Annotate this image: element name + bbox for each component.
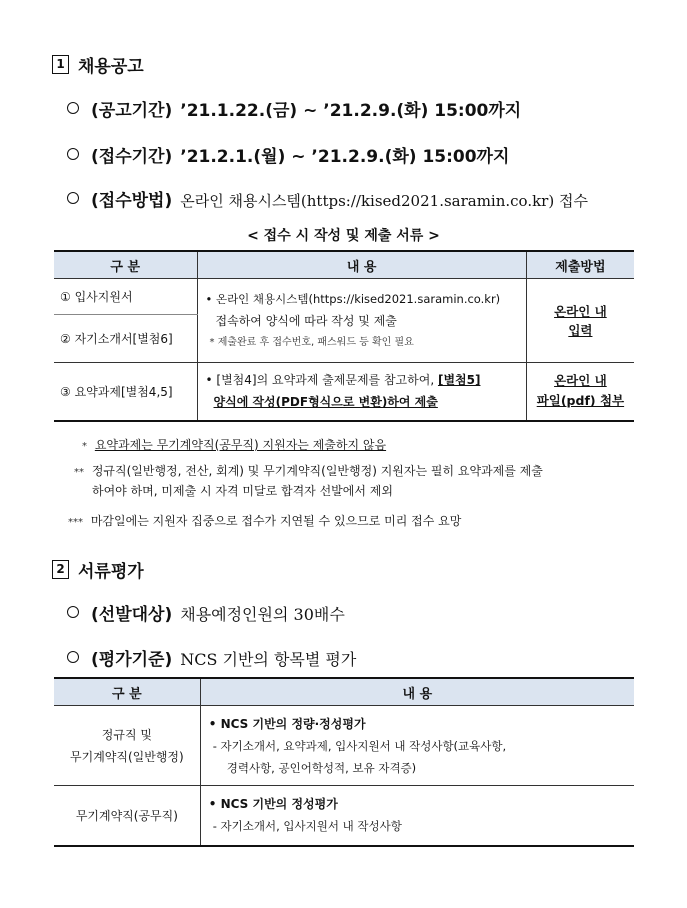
header-content: 내 용 bbox=[200, 678, 634, 706]
circle-bullet-icon bbox=[67, 651, 79, 663]
note-mark: ** bbox=[74, 467, 84, 478]
documents-table bbox=[54, 250, 634, 422]
note-3 bbox=[68, 512, 461, 532]
bullet-value: NCS 기반의 항목별 평가 bbox=[180, 650, 357, 669]
bullet-selection-target bbox=[67, 600, 345, 625]
method-line: 입력 bbox=[568, 322, 593, 338]
table-row bbox=[54, 279, 634, 315]
row-content bbox=[197, 363, 526, 421]
bullet-posting-period bbox=[67, 96, 521, 121]
bullet-value: ’21.1.22.(금) ~ ’21.2.9.(화) 15:00까지 bbox=[180, 101, 522, 121]
section-2-header bbox=[52, 557, 144, 582]
evaluation-table bbox=[54, 677, 634, 847]
content-note: * 제출완료 후 접수번호, 패스워드 등 확인 필요 bbox=[209, 336, 414, 348]
row-category bbox=[54, 706, 200, 786]
method-line: 온라인 내 bbox=[554, 303, 607, 319]
section-number-box: 1 bbox=[52, 55, 69, 74]
row-content bbox=[197, 279, 526, 363]
bullet-value: 채용예정인원의 30배수 bbox=[180, 605, 345, 624]
section-number-box: 2 bbox=[52, 560, 69, 579]
content-emphasis: 양식에 작성(PDF형식으로 변환)하여 제출 bbox=[213, 395, 438, 410]
circle-bullet-icon bbox=[67, 102, 79, 114]
header-content: 내 용 bbox=[197, 251, 526, 279]
row-category: 무기계약직(공무직) bbox=[54, 786, 200, 846]
row-method bbox=[526, 279, 634, 363]
note-text: 요약과제는 무기계약직(공무직) 지원자는 제출하지 않음 bbox=[94, 438, 387, 452]
row-method bbox=[526, 363, 634, 421]
content-line: • 온라인 채용시스템(https://kised2021.saramin.co.kr) bbox=[205, 291, 501, 306]
note-1 bbox=[82, 436, 386, 456]
content-line: - 자기소개서, 요약과제, 입사지원서 내 작성사항(교육사항, bbox=[212, 738, 507, 753]
content-title: • NCS 기반의 정성평가 bbox=[208, 797, 338, 812]
section-title: 채용공고 bbox=[78, 57, 144, 77]
note-2 bbox=[74, 462, 644, 501]
content-title: • NCS 기반의 정량·정성평가 bbox=[208, 716, 366, 731]
bullet-value: ’21.2.1.(월) ~ ’21.2.9.(화) 15:00까지 bbox=[180, 147, 510, 167]
bullet-label: (공고기간) bbox=[91, 101, 173, 121]
note-mark: * bbox=[82, 441, 87, 452]
bullet-label: (평가기준) bbox=[91, 650, 173, 670]
section-1-header bbox=[52, 52, 144, 77]
bullet-evaluation-criteria bbox=[67, 645, 356, 670]
table-row bbox=[54, 786, 634, 846]
category-line: 무기계약직(일반행정) bbox=[70, 749, 184, 764]
header-category: 구 분 bbox=[54, 251, 197, 279]
note-mark: *** bbox=[68, 517, 83, 528]
table-row bbox=[54, 363, 634, 421]
header-category: 구 분 bbox=[54, 678, 200, 706]
circle-bullet-icon bbox=[67, 148, 79, 160]
content-line: 접속하여 양식에 따라 작성 및 제출 bbox=[215, 313, 397, 328]
table-row bbox=[54, 706, 634, 786]
method-line: 파일(pdf) 첨부 bbox=[536, 393, 625, 409]
bullet-label: (접수기간) bbox=[91, 147, 173, 167]
bullet-label: (접수방법) bbox=[91, 191, 173, 211]
content-line: 경력사항, 공인어학성적, 보유 자격증) bbox=[226, 760, 417, 775]
note-text: 정규직(일반행정, 전산, 회계) 및 무기계약직(일반행정) 지원자는 필히 요약과제를 제출 bbox=[91, 464, 543, 478]
content-emphasis: [별첨5] bbox=[437, 373, 481, 388]
note-text: 마감일에는 지원자 집중으로 접수가 지연될 수 있으므로 미리 접수 요망 bbox=[90, 514, 462, 528]
row-category: ① 입사지원서 bbox=[54, 279, 197, 315]
row-content bbox=[200, 706, 634, 786]
bullet-application-period bbox=[67, 142, 509, 167]
note-text: 하여야 하며, 미제출 시 자격 미달로 합격자 선발에서 제외 bbox=[92, 484, 393, 498]
header-method: 제출방법 bbox=[526, 251, 634, 279]
bullet-label: (선발대상) bbox=[91, 605, 173, 625]
category-line: 정규직 및 bbox=[101, 727, 152, 742]
row-category: ② 자기소개서[별첨6] bbox=[54, 315, 197, 363]
content-text: • [별첨4]의 요약과제 출제문제를 참고하여, bbox=[205, 373, 438, 388]
table-caption: < 접수 시 작성 및 제출 서류 > bbox=[247, 228, 440, 244]
circle-bullet-icon bbox=[67, 606, 79, 618]
method-line: 온라인 내 bbox=[554, 373, 607, 389]
bullet-value: 온라인 채용시스템(https://kised2021.saramin.co.kr) 접수 bbox=[180, 192, 588, 210]
bullet-application-method bbox=[67, 186, 588, 211]
section-title: 서류평가 bbox=[78, 562, 144, 582]
circle-bullet-icon bbox=[67, 192, 79, 204]
row-category: ③ 요약과제[별첨4,5] bbox=[54, 363, 197, 421]
content-line: - 자기소개서, 입사지원서 내 작성사항 bbox=[212, 819, 402, 834]
row-content bbox=[200, 786, 634, 846]
